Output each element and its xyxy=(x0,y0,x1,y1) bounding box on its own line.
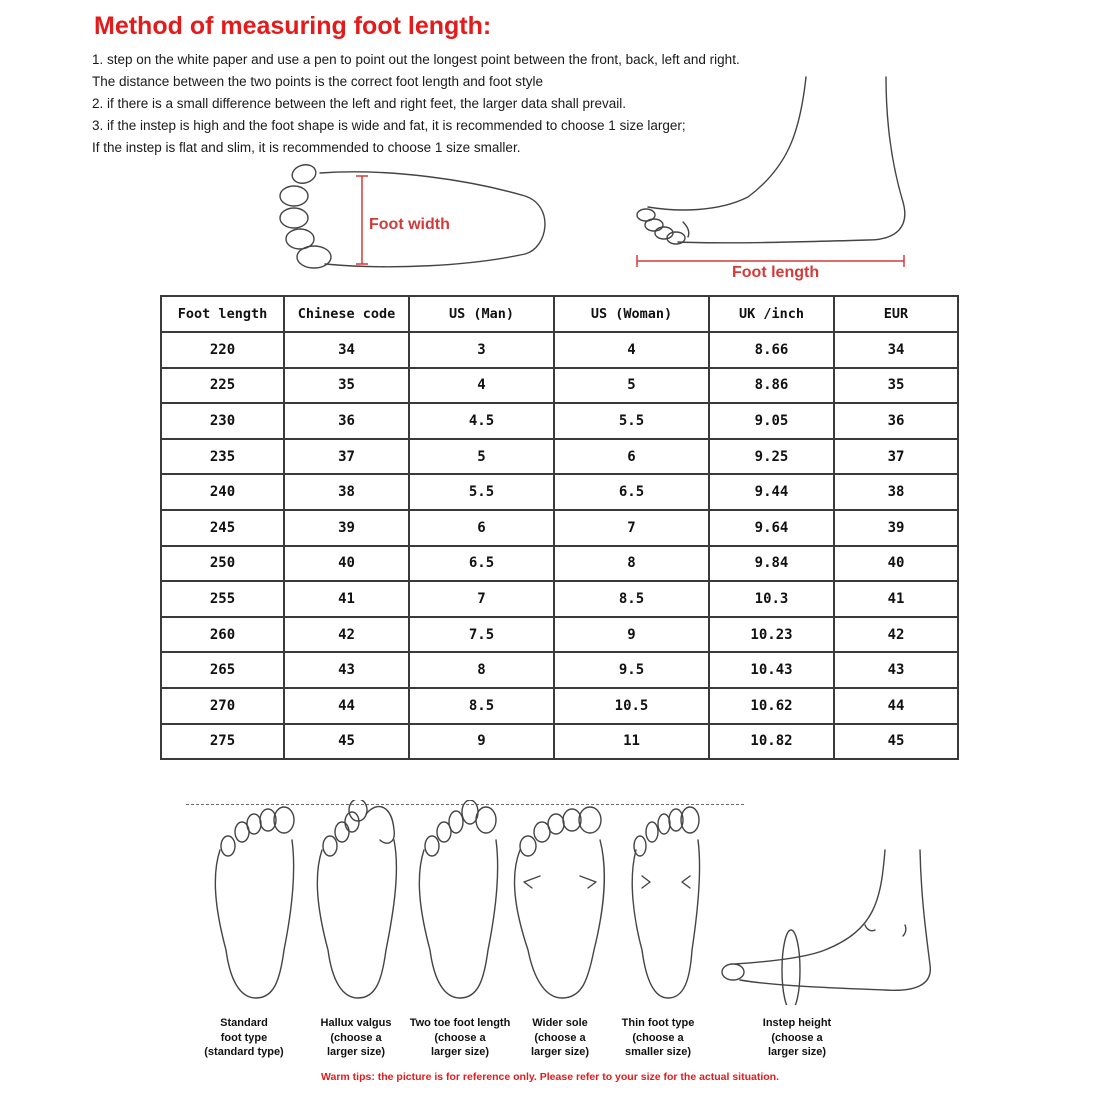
cell-us-woman: 11 xyxy=(554,724,709,760)
foot-type-hallux-valgus: Hallux valgus (choose a larger size) xyxy=(320,1017,392,1058)
standard-foot-icon xyxy=(215,807,294,998)
cell-us-man: 5.5 xyxy=(409,474,554,510)
foot-side-illustration xyxy=(628,72,918,272)
cell-eur: 39 xyxy=(834,510,958,546)
cell-us-man: 7 xyxy=(409,581,554,617)
header-foot-length: Foot length xyxy=(161,296,284,332)
cell-chinese-code: 34 xyxy=(284,332,409,368)
cell-uk-inch: 10.82 xyxy=(709,724,834,760)
cell-us-man: 3 xyxy=(409,332,554,368)
cell-chinese-code: 35 xyxy=(284,368,409,404)
cell-foot-length: 275 xyxy=(161,724,284,760)
cell-eur: 36 xyxy=(834,403,958,439)
foot-type-illustrations-right xyxy=(610,800,940,1005)
cell-uk-inch: 9.44 xyxy=(709,474,834,510)
cell-uk-inch: 9.64 xyxy=(709,510,834,546)
cell-chinese-code: 41 xyxy=(284,581,409,617)
cell-uk-inch: 10.62 xyxy=(709,688,834,724)
cell-us-woman: 10.5 xyxy=(554,688,709,724)
table-row xyxy=(161,688,958,724)
cell-eur: 34 xyxy=(834,332,958,368)
instruction-step-1: 1. step on the white paper and use a pen to point out the longest point between the front, back, left and right. xyxy=(92,52,740,67)
cell-us-woman: 8.5 xyxy=(554,581,709,617)
cell-foot-length: 225 xyxy=(161,368,284,404)
instruction-step-3-cont: If the instep is flat and slim, it is recommended to choose 1 size smaller. xyxy=(92,140,521,155)
cell-uk-inch: 10.43 xyxy=(709,652,834,688)
cell-chinese-code: 38 xyxy=(284,474,409,510)
cell-us-man: 4.5 xyxy=(409,403,554,439)
cell-uk-inch: 9.05 xyxy=(709,403,834,439)
cell-chinese-code: 36 xyxy=(284,403,409,439)
cell-uk-inch: 10.23 xyxy=(709,617,834,653)
cell-eur: 37 xyxy=(834,439,958,475)
cell-foot-length: 220 xyxy=(161,332,284,368)
cell-us-man: 8 xyxy=(409,652,554,688)
cell-foot-length: 270 xyxy=(161,688,284,724)
instruction-step-3: 3. if the instep is high and the foot shape is wide and fat, it is recommended to choose 1 size larger; xyxy=(92,118,686,133)
cell-us-man: 9 xyxy=(409,724,554,760)
table-row xyxy=(161,403,958,439)
cell-foot-length: 235 xyxy=(161,439,284,475)
table-row xyxy=(161,332,958,368)
size-chart-table xyxy=(160,295,959,760)
cell-us-woman: 5.5 xyxy=(554,403,709,439)
two-toe-foot-icon xyxy=(419,800,497,998)
cell-us-woman: 9.5 xyxy=(554,652,709,688)
cell-us-man: 6.5 xyxy=(409,546,554,582)
cell-foot-length: 265 xyxy=(161,652,284,688)
cell-uk-inch: 10.3 xyxy=(709,581,834,617)
table-header-row xyxy=(161,296,958,332)
cell-us-man: 7.5 xyxy=(409,617,554,653)
cell-eur: 38 xyxy=(834,474,958,510)
cell-foot-length: 240 xyxy=(161,474,284,510)
cell-foot-length: 245 xyxy=(161,510,284,546)
cell-uk-inch: 8.66 xyxy=(709,332,834,368)
wider-sole-foot-icon xyxy=(515,807,605,998)
cell-us-woman: 8 xyxy=(554,546,709,582)
warm-tips-note: Warm tips: the picture is for reference only. Please refer to your size for the actual situation. xyxy=(320,1071,780,1083)
header-us-man: US (Man) xyxy=(409,296,554,332)
cell-us-woman: 7 xyxy=(554,510,709,546)
instep-height-foot-icon xyxy=(722,850,930,1005)
foot-type-wider-sole: Wider sole (choose a larger size) xyxy=(530,1017,590,1058)
table-row xyxy=(161,652,958,688)
cell-chinese-code: 43 xyxy=(284,652,409,688)
table-row xyxy=(161,724,958,760)
foot-length-label: Foot length xyxy=(732,264,820,281)
header-uk-inch: UK /inch xyxy=(709,296,834,332)
cell-eur: 42 xyxy=(834,617,958,653)
cell-us-woman: 6 xyxy=(554,439,709,475)
foot-type-standard: Standard foot type (standard type) xyxy=(204,1017,284,1058)
cell-us-woman: 9 xyxy=(554,617,709,653)
cell-chinese-code: 37 xyxy=(284,439,409,475)
foot-type-two-toe: Two toe foot length (choose a larger size) xyxy=(409,1017,511,1058)
cell-us-woman: 6.5 xyxy=(554,474,709,510)
foot-type-instep-height: Instep height (choose a larger size) xyxy=(762,1017,832,1058)
instruction-step-1-cont: The distance between the two points is the correct foot length and foot style xyxy=(92,74,544,89)
cell-eur: 43 xyxy=(834,652,958,688)
cell-eur: 35 xyxy=(834,368,958,404)
cell-us-woman: 4 xyxy=(554,332,709,368)
cell-us-man: 6 xyxy=(409,510,554,546)
cell-uk-inch: 9.84 xyxy=(709,546,834,582)
hallux-valgus-foot-icon xyxy=(317,800,396,998)
cell-chinese-code: 39 xyxy=(284,510,409,546)
table-row xyxy=(161,368,958,404)
table-row xyxy=(161,581,958,617)
cell-eur: 44 xyxy=(834,688,958,724)
cell-chinese-code: 44 xyxy=(284,688,409,724)
foot-type-illustrations xyxy=(180,800,620,1005)
table-row xyxy=(161,439,958,475)
cell-uk-inch: 8.86 xyxy=(709,368,834,404)
cell-foot-length: 250 xyxy=(161,546,284,582)
instruction-step-2: 2. if there is a small difference between the left and right feet, the larger data shall prevail. xyxy=(92,96,627,111)
cell-uk-inch: 9.25 xyxy=(709,439,834,475)
cell-foot-length: 230 xyxy=(161,403,284,439)
cell-eur: 41 xyxy=(834,581,958,617)
thin-foot-icon xyxy=(632,807,699,998)
page-title: Method of measuring foot length: xyxy=(94,12,492,40)
table-row xyxy=(161,546,958,582)
cell-chinese-code: 45 xyxy=(284,724,409,760)
table-row xyxy=(161,510,958,546)
cell-eur: 40 xyxy=(834,546,958,582)
cell-eur: 45 xyxy=(834,724,958,760)
cell-foot-length: 255 xyxy=(161,581,284,617)
foot-type-thin: Thin foot type (choose a smaller size) xyxy=(621,1017,695,1058)
cell-us-man: 8.5 xyxy=(409,688,554,724)
foot-width-label: Foot width xyxy=(369,216,450,233)
header-chinese-code: Chinese code xyxy=(284,296,409,332)
cell-chinese-code: 40 xyxy=(284,546,409,582)
cell-us-woman: 5 xyxy=(554,368,709,404)
cell-us-man: 4 xyxy=(409,368,554,404)
table-row xyxy=(161,474,958,510)
table-row xyxy=(161,617,958,653)
header-eur: EUR xyxy=(834,296,958,332)
cell-chinese-code: 42 xyxy=(284,617,409,653)
cell-us-man: 5 xyxy=(409,439,554,475)
header-us-woman: US (Woman) xyxy=(554,296,709,332)
cell-foot-length: 260 xyxy=(161,617,284,653)
